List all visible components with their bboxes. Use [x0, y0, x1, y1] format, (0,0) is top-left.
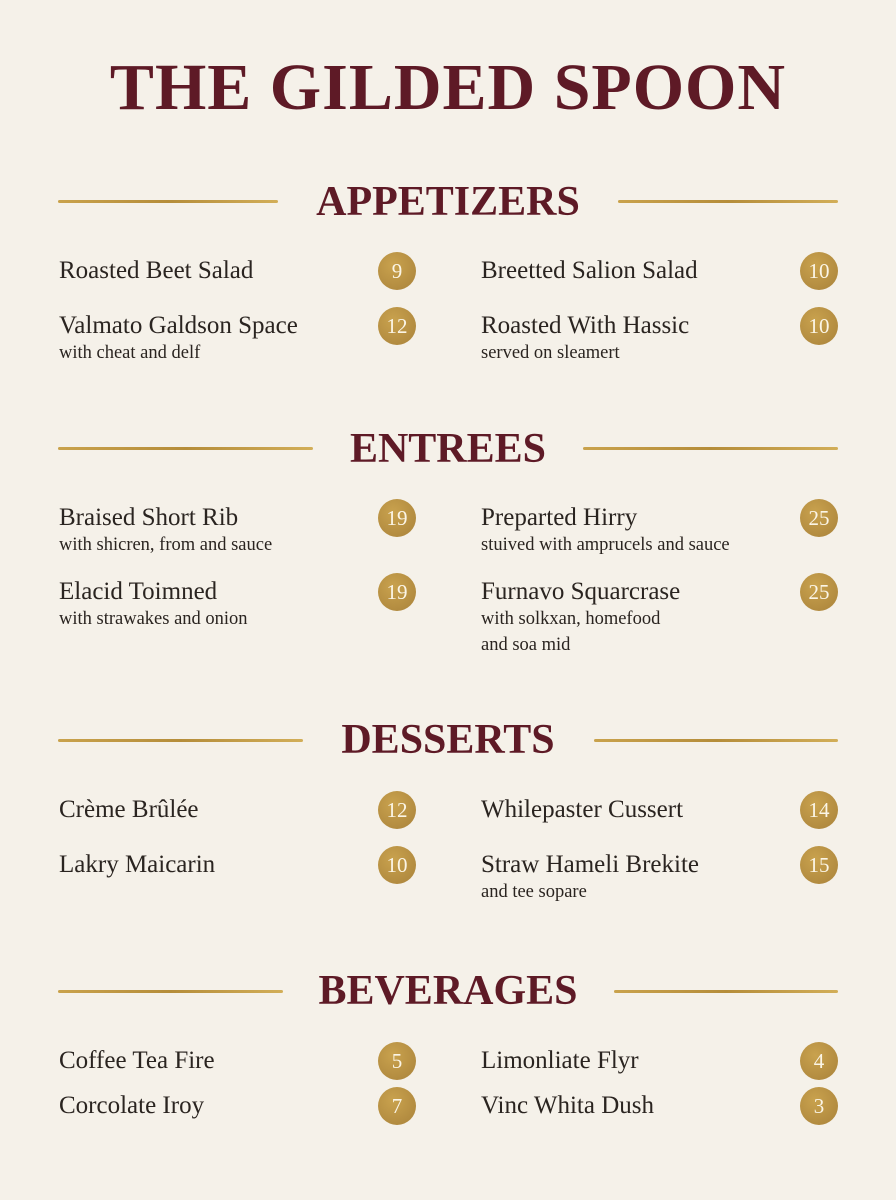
item-name: Breetted Salion Salad: [481, 257, 698, 284]
item-name: Straw Hameli Brekite: [481, 851, 699, 878]
menu-item: [481, 257, 698, 285]
section-heading-desserts: DESSERTS: [341, 717, 555, 763]
item-name: Limonliate Flyr: [481, 1047, 639, 1074]
item-name: Vinc Whita Dush: [481, 1092, 655, 1119]
item-description: with solkxan, homefood: [481, 609, 661, 629]
item-description: with strawakes and onion: [59, 609, 248, 629]
item-name: Coffee Tea Fire: [59, 1047, 215, 1074]
price-badge: 19: [378, 499, 416, 537]
menu-item: [59, 1092, 204, 1120]
menu-item: [481, 851, 699, 905]
price-badge: 10: [800, 307, 838, 345]
price-badge: 7: [378, 1087, 416, 1125]
menu-item: [59, 312, 298, 366]
price-badge: 3: [800, 1087, 838, 1125]
menu-item: [59, 578, 248, 632]
menu-item: [59, 851, 215, 879]
price-badge: 9: [378, 252, 416, 290]
item-name: Corcolate Iroy: [59, 1092, 205, 1119]
item-description: with cheat and delf: [59, 343, 201, 363]
item-name: Valmato Galdson Space: [59, 312, 298, 339]
menu-item: [481, 796, 683, 824]
price-badge: 5: [378, 1042, 416, 1080]
section-heading-appetizers: APPETIZERS: [316, 179, 580, 225]
item-description: and tee sopare: [481, 882, 587, 902]
item-description: stuived with amprucels and sauce: [481, 535, 730, 555]
restaurant-title: THE GILDED SPOON: [109, 51, 787, 124]
price-badge: 12: [378, 307, 416, 345]
price-badge: 25: [800, 573, 838, 611]
item-name: Crème Brûlée: [59, 796, 199, 823]
menu-item: [481, 504, 730, 558]
price-badge: 15: [800, 846, 838, 884]
menu-item: [481, 312, 689, 366]
menu-item: [59, 257, 253, 285]
menu-item: [481, 1047, 639, 1075]
section-heading-beverages: BEVERAGES: [318, 968, 578, 1014]
item-name: Whilepaster Cussert: [481, 796, 684, 823]
item-description: served on sleamert: [481, 343, 620, 363]
item-name: Lakry Maicarin: [59, 851, 216, 878]
menu-item: [481, 578, 680, 658]
price-badge: 4: [800, 1042, 838, 1080]
price-badge: 12: [378, 791, 416, 829]
menu-item: [59, 796, 199, 824]
price-badge: 19: [378, 573, 416, 611]
price-badge: 25: [800, 499, 838, 537]
price-badge: 14: [800, 791, 838, 829]
item-name: Roasted With Hassic: [481, 312, 690, 339]
item-description: with shicren, from and sauce: [59, 535, 273, 555]
section-heading-entrees: ENTREES: [349, 426, 547, 472]
menu-item: [59, 1047, 215, 1075]
item-description: and soa mid: [481, 635, 571, 655]
price-badge: 10: [800, 252, 838, 290]
menu-item: [481, 1092, 654, 1120]
item-name: Elacid Toimned: [59, 578, 218, 605]
price-badge: 10: [378, 846, 416, 884]
item-name: Preparted Hirry: [481, 504, 638, 531]
item-name: Furnavo Squarcrase: [481, 578, 681, 605]
item-name: Braised Short Rib: [59, 504, 239, 531]
menu-item: [59, 504, 272, 558]
item-name: Roasted Beet Salad: [59, 257, 254, 284]
